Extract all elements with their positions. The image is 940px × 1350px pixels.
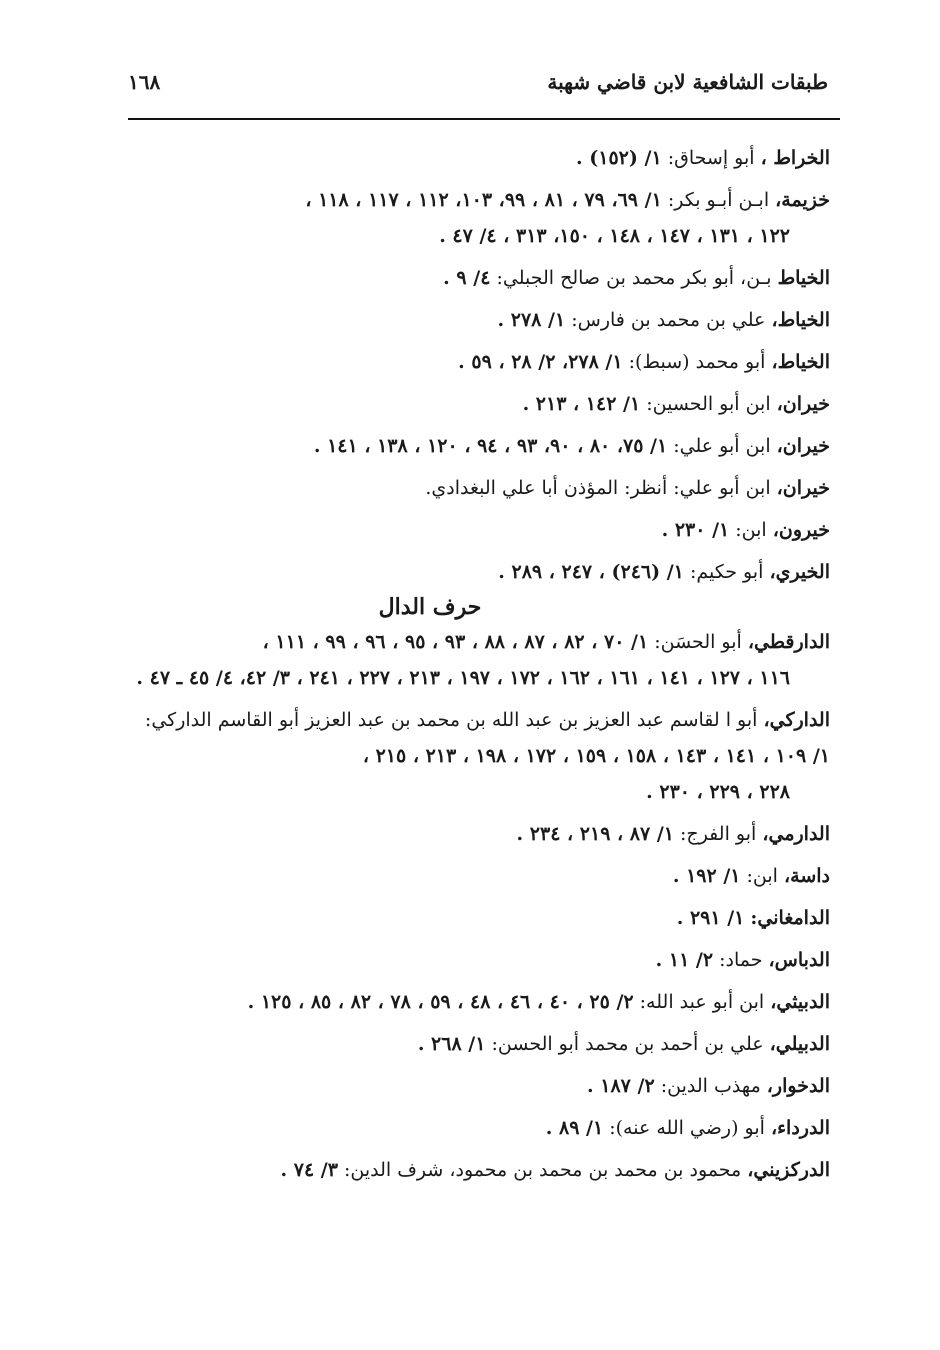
index-entry: [130, 260, 830, 296]
entry-description: أبو (رضي الله عنه):: [609, 1117, 765, 1139]
entry-name: الدبيلي،: [769, 1033, 830, 1055]
entry-references: ١/ ٢٧٨ .: [497, 309, 566, 331]
entry-description: ابن أبو علي:: [673, 435, 771, 457]
entry-references: ١/ ٨٧ ، ٢١٩ ، ٢٣٤ .: [516, 823, 674, 845]
entry-description: علي بن أحمد بن محمد أبو الحسن:: [491, 1033, 764, 1055]
entry-references: ١/ ١٤٢ ، ٢١٣ .: [522, 393, 641, 415]
entry-name: الدخوار،: [766, 1075, 830, 1097]
entry-references: ١/ ٢٩١ .: [676, 907, 745, 929]
entry-name: داسة،: [784, 865, 830, 887]
index-entry: [130, 512, 830, 548]
entry-name: الدرداء،: [770, 1117, 830, 1139]
entry-name: خيران،: [776, 435, 830, 457]
entry-references: ١/ (٢٤٦) ، ٢٤٧ ، ٢٨٩ .: [498, 561, 684, 583]
entry-description: حماد:: [719, 949, 763, 971]
index-entry: [130, 554, 830, 590]
entry-description: أبو الحسَن:: [654, 631, 742, 653]
index-entry: [130, 140, 830, 176]
entry-name: الدبيثي،: [770, 991, 830, 1013]
book-title: طبقات الشافعية لابن قاضي شهبة: [547, 70, 828, 94]
entries-section-kha: [130, 140, 830, 590]
index-body: [130, 140, 830, 1194]
entry-references: ١/ ١٠٩ ، ١٤١ ، ١٤٣ ، ١٥٨ ، ١٥٩ ، ١٧٢ ، ١٩٨ ، ٢١٣ ، ٢١٥ ،: [362, 745, 830, 767]
entry-references: ٣/ ٧٤ .: [280, 1159, 338, 1181]
entry-description: مهذب الدين:: [660, 1075, 761, 1097]
entry-name: الخياط: [777, 267, 830, 289]
entry-name: الخياط،: [771, 309, 830, 331]
entry-description: ابن:: [746, 865, 778, 887]
entry-description: ابـن أبـو بكر:: [667, 189, 770, 211]
index-entry: [130, 1026, 830, 1062]
entry-name: الدامغاني:: [750, 907, 830, 929]
section-title: حرف الدال: [378, 594, 482, 620]
entry-description: أبو محمد (سبط):: [628, 351, 766, 373]
entry-name: خزيمة،: [775, 189, 830, 211]
entry-references-continued: ١٢٢ ، ١٣١ ، ١٤٧ ، ١٤٨ ، ١٥٠، ٣١٣ ، ٤/ ٤٧ .: [439, 225, 790, 247]
entry-name: خيرون،: [772, 519, 830, 541]
entry-references: ١/ ١٩٢ .: [672, 865, 741, 887]
entry-name: الخراط ،: [760, 147, 830, 169]
entry-name: الدارقطي،: [747, 631, 830, 653]
entry-name: الدباس،: [768, 949, 830, 971]
entry-description: أبو حكيم:: [689, 561, 764, 583]
header-rule: [128, 118, 840, 120]
running-header: [128, 62, 828, 102]
entry-description: ابن أبو علي: أنظر: المؤذن أبا علي البغدادي.: [425, 477, 771, 499]
index-entry: [130, 428, 830, 464]
entries-section-dal: [130, 624, 830, 1188]
index-entry: [130, 900, 830, 936]
index-entry: [130, 386, 830, 422]
entry-description: علي بن محمد بن فارس:: [571, 309, 766, 331]
index-entry: [130, 942, 830, 978]
index-entry: [130, 1110, 830, 1146]
entry-description: ابن أبو الحسين:: [646, 393, 771, 415]
entry-name: خيران،: [776, 477, 830, 499]
index-entry: [130, 702, 830, 810]
index-entry: [130, 816, 830, 852]
entry-description: أبو ا لقاسم عبد العزيز بن عبد الله بن محمد بن عبد العزيز أبو القاسم الداركي:: [144, 709, 758, 731]
entry-references: ١/ ٦٩، ٧٩ ، ٨١ ، ٩٩، ١٠٣، ١١٢ ، ١١٧ ، ١١٨ ،: [305, 189, 662, 211]
entry-references: ١/ ٧٥، ٨٠ ، ٩٠، ٩٣ ، ٩٤ ، ١٢٠ ، ١٣٨ ، ١٤١ .: [313, 435, 668, 457]
page-number: ١٦٨: [128, 70, 161, 94]
entry-description: ابن:: [735, 519, 767, 541]
index-entry: [130, 344, 830, 380]
entry-name: الدارمي،: [762, 823, 830, 845]
entry-references: ١/ ٧٠ ، ٨٢ ، ٨٧ ، ٨٨ ، ٩٣ ، ٩٥ ، ٩٦ ، ٩٩ ، ١١١ ،: [262, 631, 649, 653]
entry-references-continued: ٢٢٨ ، ٢٢٩ ، ٢٣٠ .: [646, 781, 790, 803]
entry-description: ابن أبو عبد الله:: [639, 991, 765, 1013]
entry-name: الدركزيني،: [747, 1159, 830, 1181]
entry-references: ٤/ ٩ .: [443, 267, 491, 289]
index-entry: [130, 470, 830, 506]
entry-name: الخياط،: [771, 351, 830, 373]
entry-references: ١/ ٢٦٨ .: [417, 1033, 486, 1055]
entry-references: ١/ ٢٣٠ .: [661, 519, 730, 541]
entry-references-continued: ١١٦ ، ١٢٧ ، ١٤١ ، ١٦١ ، ١٦٢ ، ١٧٢ ، ١٩٧ ، ٢١٣ ، ٢٢٧ ، ٢٤١ ، ٣/ ٤٢، ٤/ ٤٥ ـ ٤٧ .: [136, 667, 790, 689]
entry-description: أبو الفرج:: [680, 823, 757, 845]
entry-references: ١/ ٢٧٨، ٢/ ٢٨ ، ٥٩ .: [458, 351, 623, 373]
entry-references: ٢/ ١١ .: [655, 949, 714, 971]
entry-references: ١/ (١٥٢) .: [576, 147, 662, 169]
entry-name: الخيري،: [769, 561, 830, 583]
entry-description: محمود بن محمد بن محمد بن محمود، شرف الدين:: [344, 1159, 742, 1181]
entry-references: ٢/ ١٨٧ .: [587, 1075, 655, 1097]
entry-references: ٢/ ٢٥ ، ٤٠ ، ٤٦ ، ٤٨ ، ٥٩ ، ٧٨ ، ٨٢ ، ٨٥ ، ١٢٥ .: [247, 991, 634, 1013]
index-entry: [130, 182, 830, 254]
entry-name: الداركي،: [763, 709, 830, 731]
entry-description: بـن، أبو بكر محمد بن صالح الجبلي:: [496, 267, 772, 289]
index-entry: [130, 858, 830, 894]
index-entry: [130, 1068, 830, 1104]
index-entry: [130, 1152, 830, 1188]
entry-name: خيران،: [776, 393, 830, 415]
index-entry: [130, 624, 830, 696]
index-entry: [130, 302, 830, 338]
index-entry: [130, 984, 830, 1020]
entry-references: ١/ ٨٩ .: [545, 1117, 604, 1139]
entry-description: أبو إسحاق:: [667, 147, 755, 169]
